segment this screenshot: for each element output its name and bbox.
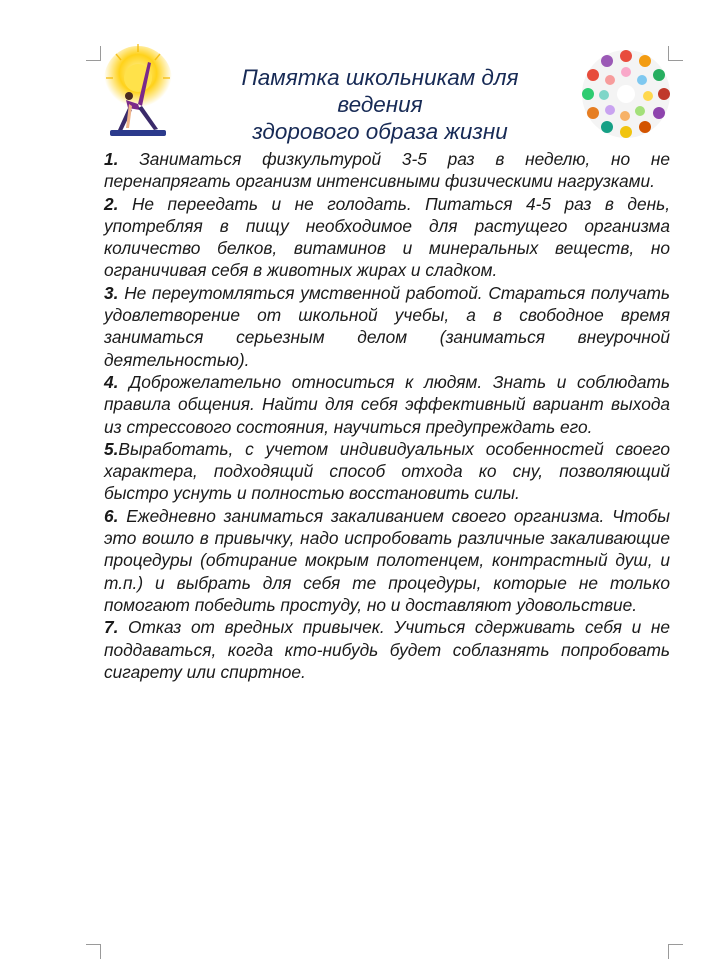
list-item-6 (104, 505, 670, 616)
title-line-1: Памятка школьникам для (241, 65, 519, 90)
item-text: Заниматься физкультурой 3-5 раз в неделю, но не перенапрягать организм интенсивными физическими нагрузками. (104, 149, 670, 192)
vitamins-wheel-icon (580, 48, 672, 140)
page-title (190, 64, 570, 145)
item-number: 5. (104, 438, 119, 459)
list-item-1 (104, 148, 670, 193)
item-number: 2. (104, 193, 119, 214)
item-number: 1. (104, 149, 119, 169)
item-text: Ежедневно заниматься закаливанием своего организма. Чтобы это вошло в привычку, надо испробовать различные закаливающие процедуры (обтирание мокрым полотенцем, контрастный душ, и т.п.) и выбрать для себя те процедуры, которые не только помогают победить простуду, но и доставляют удовольствие. (104, 505, 670, 615)
item-text: Доброжелательно относиться к людям. Знать и соблюдать правила общения. Найти для себя эффективный вариант выхода из стрессового состояния, научиться предупреждать его. (104, 371, 670, 437)
yoga-sun-icon (104, 44, 172, 140)
list-item-3 (104, 282, 670, 371)
title-line-2: ведения (337, 92, 423, 117)
list-item-4 (104, 371, 670, 438)
list-item-7 (104, 616, 670, 683)
crop-mark-bottom-right (668, 944, 683, 959)
item-number: 4. (104, 371, 119, 392)
item-text: Отказ от вредных привычек. Учиться сдерживать себя и не поддаваться, когда кто-нибудь будет соблазнять попробовать сигарету или спиртное. (104, 617, 670, 682)
item-number: 3. (104, 282, 119, 303)
crop-mark-top-left (86, 46, 101, 61)
item-number: 7. (104, 617, 119, 638)
item-text: Не переедать и не голодать. Питаться 4-5 раз в день, употребляя в пищу необходимое для растущего организма количество белков, витаминов и минеральных веществ, но ограничивая себя в животных жирах и сладком. (104, 193, 670, 281)
crop-mark-bottom-left (86, 944, 101, 959)
item-text: Не переутомляться умственной работой. Стараться получать удовлетворение от школьной учебы, а в свободное время заниматься серьезным делом (заниматься внеурочной деятельностью). (104, 282, 670, 370)
recommendations-list (104, 148, 670, 683)
item-number: 6. (104, 505, 119, 526)
list-item-5 (104, 438, 670, 505)
title-line-3: здорового образа жизни (252, 119, 508, 144)
list-item-2 (104, 193, 670, 282)
item-text: Выработать, с учетом индивидуальных особенностей своего характера, подходящий способ отхода ко сну, позволяющий быстро уснуть и полностью восстановить силы. (104, 438, 670, 504)
